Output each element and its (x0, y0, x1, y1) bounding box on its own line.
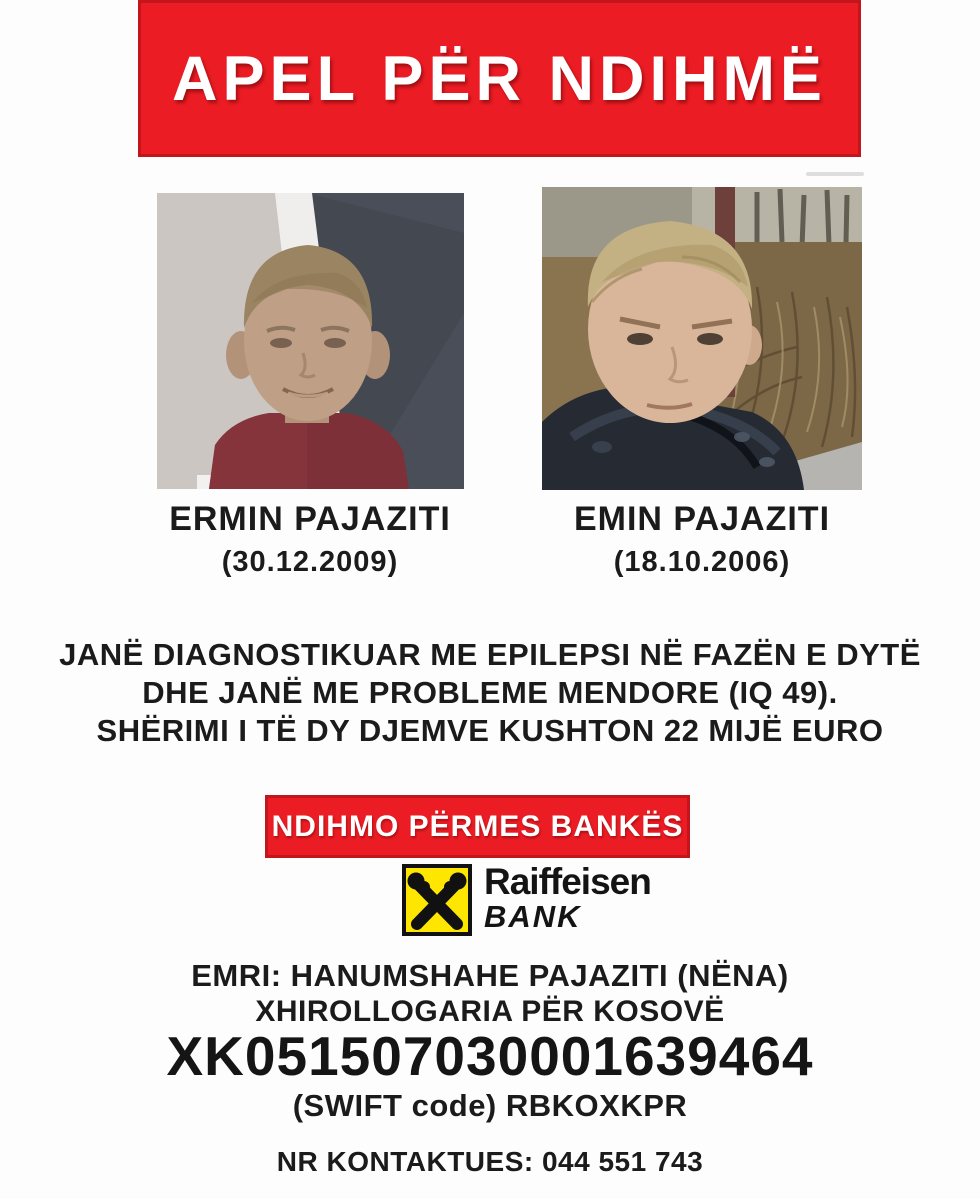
raiffeisen-bank-logo (402, 861, 651, 936)
child-name-emin: EMIN PAJAZITI (573, 500, 831, 538)
raiffeisen-logo-text (484, 861, 651, 934)
bank-help-banner (265, 795, 690, 858)
photo-ermin (157, 193, 464, 489)
bank-wordmark: BANK (484, 899, 582, 934)
child-birthdate-ermin: (30.12.2009) (221, 546, 399, 578)
title-banner (138, 0, 861, 157)
iban-number: XK051507030001639464 (166, 1025, 814, 1087)
account-type-line: XHIROLLOGARIA PËR KOSOVË (255, 995, 725, 1028)
photo-emin (542, 187, 862, 490)
description-line-2: DHE JANË ME PROBLEME MENDORE (IQ 49). (142, 675, 838, 710)
watermark-dashes (806, 172, 864, 176)
child-name-ermin: ERMIN PAJAZITI (169, 500, 451, 538)
raiffeisen-wordmark: Raiffeisen (484, 861, 651, 902)
description-line-3: SHËRIMI I TË DY DJEMVE KUSHTON 22 MIJË EURO (96, 713, 884, 748)
contact-number-line: NR KONTAKTUES: 044 551 743 (276, 1146, 704, 1177)
description-line-1: JANË DIAGNOSTIKUAR ME EPILEPSI NË FAZËN E DYTË (59, 637, 921, 672)
swift-code-line: (SWIFT code) RBKOXKPR (292, 1088, 688, 1123)
diagnosis-description (0, 636, 980, 750)
caption-ermin (130, 500, 490, 579)
account-holder-line: EMRI: HANUMSHAHE PAJAZITI (NËNA) (191, 958, 789, 993)
child-birthdate-emin: (18.10.2006) (613, 546, 791, 578)
bank-help-banner-text: NDIHMO PËRMES BANKËS (271, 809, 684, 843)
caption-emin (522, 500, 882, 579)
poster-title: APEL PËR NDIHMË (172, 43, 827, 114)
raiffeisen-giebelkreuz-icon (402, 864, 472, 936)
